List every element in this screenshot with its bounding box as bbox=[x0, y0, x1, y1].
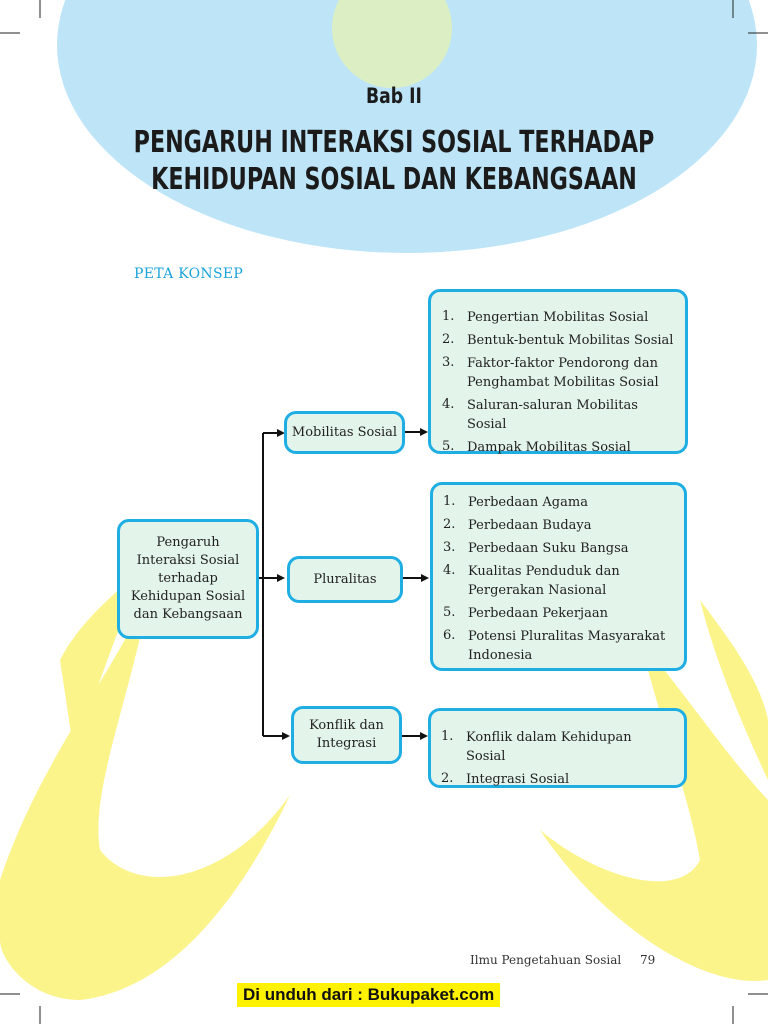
list-text: Saluran-saluran Mobilitas Sosial bbox=[467, 398, 638, 432]
list-item bbox=[443, 516, 674, 535]
root-node-label: Pengaruh Interaksi Sosial terhadap Kehidupan Sosial dan Kebangsaan bbox=[130, 535, 246, 622]
list-number: 3. bbox=[442, 355, 455, 370]
list bbox=[442, 308, 675, 457]
arrowhead bbox=[420, 428, 428, 436]
list-item bbox=[442, 396, 675, 434]
list-number: 5. bbox=[443, 605, 456, 620]
list-item bbox=[442, 354, 675, 392]
list-item bbox=[442, 438, 675, 457]
concept-map-heading: PETA KONSEP bbox=[134, 266, 244, 282]
list-node-pluralitas bbox=[430, 482, 687, 671]
branch-node-mobilitas bbox=[284, 411, 405, 454]
list bbox=[443, 493, 674, 665]
left-flame-shape bbox=[0, 590, 290, 1000]
list-item bbox=[442, 308, 675, 327]
arrowhead bbox=[420, 732, 428, 740]
list-item bbox=[443, 604, 674, 623]
list-text: Faktor-faktor Pendorong dan Penghambat Mobilitas Sosial bbox=[467, 356, 659, 390]
chapter-label: Bab II bbox=[366, 84, 422, 108]
list-text: Integrasi Sosial bbox=[466, 772, 570, 787]
list-text: Potensi Pluralitas Masyarakat Indonesia bbox=[468, 629, 666, 663]
branch-node-konflik bbox=[291, 706, 402, 764]
list-text: Pengertian Mobilitas Sosial bbox=[467, 310, 649, 325]
list-text: Bentuk-bentuk Mobilitas Sosial bbox=[467, 333, 674, 348]
list-item bbox=[443, 627, 674, 665]
list-text: Dampak Mobilitas Sosial bbox=[467, 440, 631, 455]
chapter-title bbox=[102, 124, 685, 198]
arrowhead bbox=[277, 574, 285, 582]
list-number: 3. bbox=[443, 540, 456, 555]
list-number: 5. bbox=[442, 439, 455, 454]
list-number: 4. bbox=[443, 563, 456, 578]
list-node-mobilitas bbox=[428, 289, 688, 454]
chapter-title-line-1: PENGARUH INTERAKSI SOSIAL TERHADAP bbox=[133, 125, 655, 160]
list-item bbox=[443, 539, 674, 558]
list-item bbox=[441, 770, 674, 789]
list-text: Kualitas Penduduk dan Pergerakan Nasional bbox=[468, 564, 620, 598]
list-number: 2. bbox=[443, 517, 456, 532]
page-number: 79 bbox=[640, 953, 656, 967]
list-item bbox=[443, 562, 674, 600]
list-number: 1. bbox=[442, 309, 455, 324]
list-item bbox=[442, 331, 675, 350]
list-text: Perbedaan Budaya bbox=[468, 518, 592, 533]
list-text: Konflik dalam Kehidupan Sosial bbox=[466, 730, 632, 764]
branch-label: Pluralitas bbox=[313, 571, 377, 587]
list-text: Perbedaan Pekerjaan bbox=[468, 606, 608, 621]
branch-label: Konflik dan Integrasi bbox=[309, 718, 384, 751]
list-node-konflik bbox=[428, 708, 687, 788]
list-number: 2. bbox=[441, 771, 454, 786]
footer-book-title: Ilmu Pengetahuan Sosial bbox=[470, 953, 622, 967]
chapter-title-line-2: KEHIDUPAN SOSIAL DAN KEBANGSAAN bbox=[151, 162, 637, 197]
list bbox=[441, 728, 674, 789]
list-number: 2. bbox=[442, 332, 455, 347]
list-number: 6. bbox=[443, 628, 456, 643]
list-number: 4. bbox=[442, 397, 455, 412]
list-number: 1. bbox=[441, 729, 454, 744]
list-number: 1. bbox=[443, 494, 456, 509]
list-item bbox=[441, 728, 674, 766]
arrowhead bbox=[421, 574, 429, 582]
list-item bbox=[443, 493, 674, 512]
root-node bbox=[117, 519, 259, 639]
list-text: Perbedaan Suku Bangsa bbox=[468, 541, 629, 556]
download-source-banner: Di unduh dari : Bukupaket.com bbox=[237, 983, 500, 1007]
arrowhead bbox=[282, 732, 290, 740]
branch-label: Mobilitas Sosial bbox=[291, 424, 398, 440]
list-text: Perbedaan Agama bbox=[468, 495, 588, 510]
branch-node-pluralitas bbox=[287, 556, 403, 603]
